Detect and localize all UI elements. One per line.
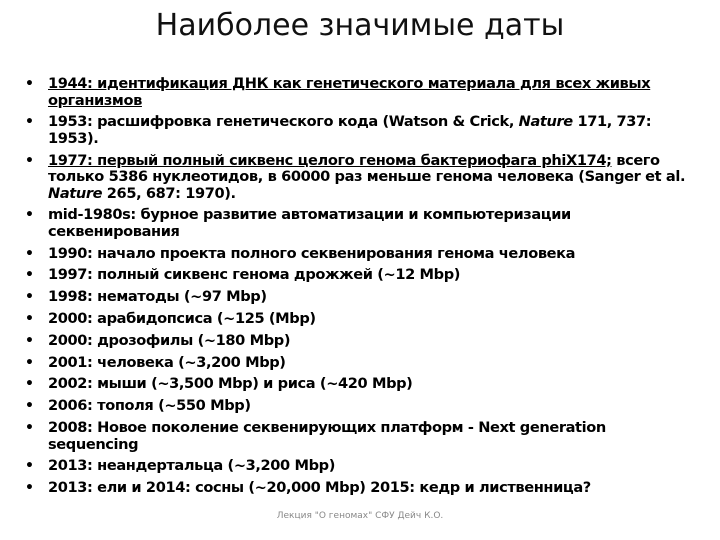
underlined-text: 1977: первый полный сиквенс целого генома бактериофага phiX174;: [48, 151, 612, 169]
item-text: 2002: мыши (~3,500 Mbp) и риса (~420 Mbp): [48, 375, 413, 393]
slide-footer: Лекция "О геномах" СФУ Дейч К.О.: [276, 511, 444, 521]
item-text: 2013: неандертальца (~3,200 Mbp): [48, 457, 335, 475]
bullet-item: [25, 246, 697, 263]
bullet-marker: •: [25, 152, 34, 169]
item-text: 2000: арабидопсиса (~125 (Mbp): [48, 310, 316, 328]
italic-text: Nature: [48, 184, 103, 202]
bullet-marker: •: [25, 289, 34, 306]
bullet-item: [25, 311, 697, 328]
item-text: 2000: дрозофилы (~180 Mbp): [48, 331, 291, 349]
item-text: 1997: полный сиквенс генома дрожжей (~12 Mbp): [48, 266, 461, 284]
bullet-marker: •: [25, 398, 34, 415]
bullet-marker: •: [25, 311, 34, 328]
bullet-item: [25, 458, 697, 475]
bullet-item: [25, 480, 697, 497]
bullet-item: [25, 376, 697, 393]
bullet-marker: •: [25, 76, 34, 92]
underlined-text: 1944: идентификация ДНК как генетического материала для всех живых организмов: [48, 75, 651, 109]
bullet-marker: •: [25, 420, 34, 437]
item-text: 171, 737: 1953).: [48, 113, 652, 147]
bullet-marker: •: [25, 458, 34, 475]
item-text: 2013: ели и 2014: сосны (~20,000 Mbp) 2015: кедр и лиственница?: [48, 479, 591, 497]
item-text: 2008: Новое поколение секвенирующих платформ - Next generation sequencing: [48, 419, 606, 453]
item-text: mid-1980s: бурное развитие автоматизации и компьютеризации секвенирования: [48, 206, 571, 240]
bullet-marker: •: [25, 207, 34, 224]
bullet-item: [25, 207, 697, 240]
bullet-marker: •: [25, 354, 34, 371]
item-text: 1953: расшифровка генетического кода (Watson & Crick,: [48, 113, 519, 131]
item-text: 2001: человека (~3,200 Mbp): [48, 353, 286, 371]
bullet-list: [25, 76, 697, 502]
bullet-marker: •: [25, 245, 34, 262]
bullet-marker: •: [25, 480, 34, 497]
bullet-item: [25, 333, 697, 350]
bullet-item: [25, 355, 697, 372]
bullet-marker: •: [25, 376, 34, 393]
bullet-item: [25, 289, 697, 306]
bullet-marker: •: [25, 267, 34, 284]
bullet-item: [25, 153, 697, 203]
slide-title: Наиболее значимые даты: [155, 8, 565, 43]
item-text: 1990: начало проекта полного секвенирования генома человека: [48, 244, 576, 262]
bullet-item: [25, 267, 697, 284]
bullet-item: [25, 114, 697, 147]
bullet-marker: •: [25, 332, 34, 349]
item-text: 2006: тополя (~550 Mbp): [48, 397, 251, 415]
bullet-item: [25, 420, 697, 453]
bullet-item: [25, 398, 697, 415]
item-text: 265, 687: 1970).: [102, 184, 236, 202]
italic-text: Nature: [518, 113, 573, 131]
item-text: 1998: нематоды (~97 Mbp): [48, 288, 267, 306]
bullet-item: [25, 76, 697, 109]
bullet-marker: •: [25, 114, 34, 131]
item-text: всего только 5386 нуклеотидов, в 60000 раз меньше генома человека (Sanger et al.: [48, 151, 686, 186]
